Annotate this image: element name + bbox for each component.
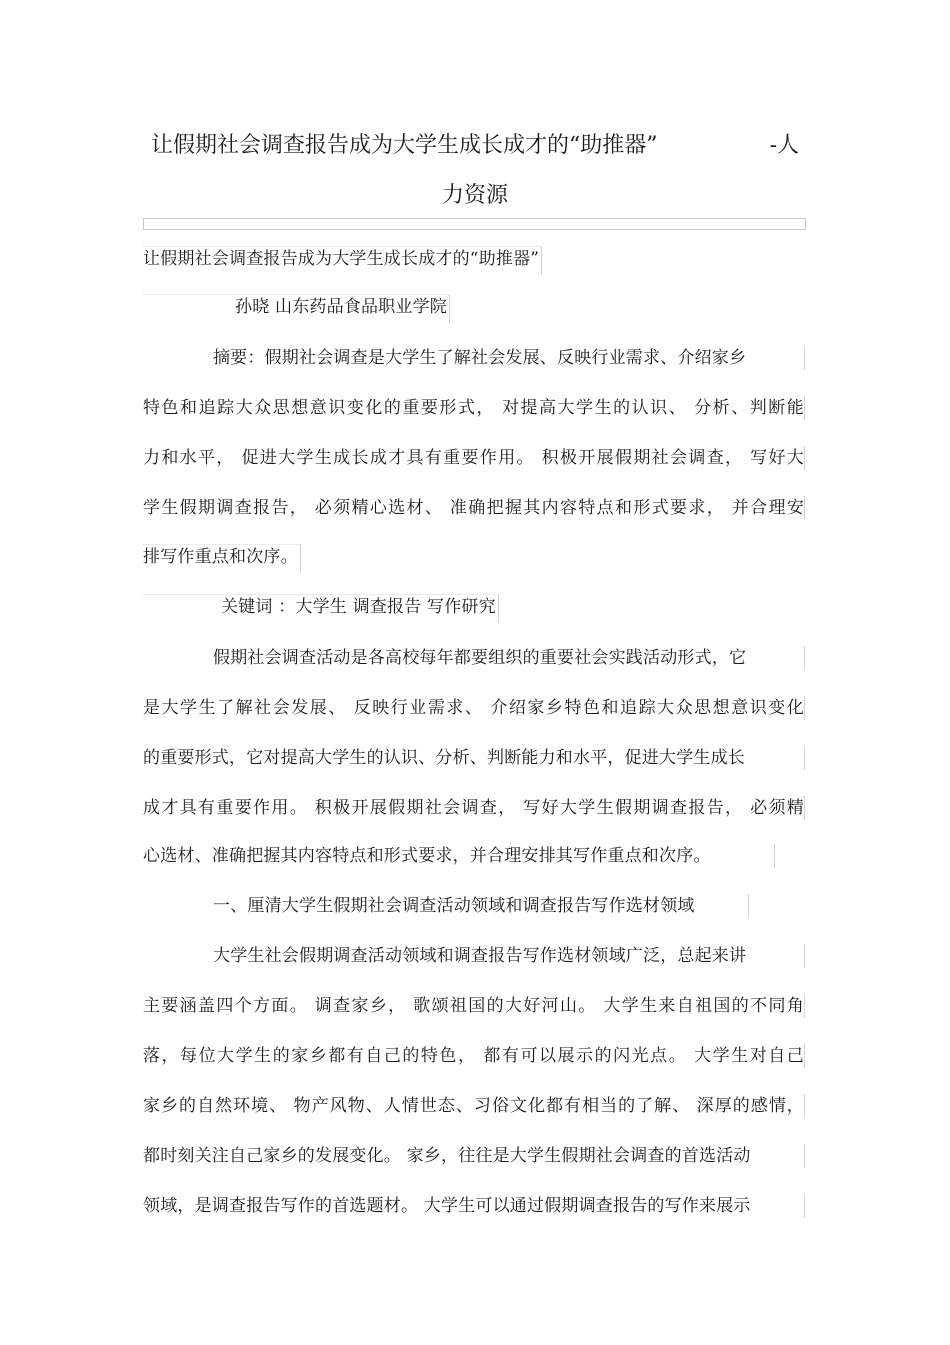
abstract-line-3: 力和水平， 促进大学生成长成才具有重要作用。 积极开展假期社会调查， 写好大 xyxy=(143,448,804,468)
abstract-line-4: 学生假期调查报告， 必须精心选材、 准确把握其内容特点和形式要求， 并合理安 xyxy=(143,498,804,518)
para2-line-5: 都时刻关注自己家乡的发展变化。 家乡，往往是大学生假期社会调查的首选活动 xyxy=(143,1144,805,1168)
title-line-2: 力资源 xyxy=(441,183,508,208)
para2-line-1: 大学生社会假期调查活动领域和调查报告写作选材领域广泛，总起来讲 xyxy=(143,944,805,968)
para1-line-1: 假期社会调查活动是各高校每年都要组织的重要社会实践活动形式，它 xyxy=(143,646,805,670)
title-line-1: 让假期社会调查报告成为大学生成长成才的“助推器” xyxy=(151,133,658,158)
keywords-line: 关键词 ：大学生 调查报告 写作研究 xyxy=(143,594,499,623)
author-line: 孙晓 山东药品食品职业学院 xyxy=(143,294,450,323)
abstract-line-1: 摘要：假期社会调查是大学生了解社会发展、反映行业需求、介绍家乡 xyxy=(143,346,805,370)
title-suffix: -人 xyxy=(769,133,799,158)
section-heading-1: 一、厘清大学生假期社会调查活动领域和调查报告写作选材领域 xyxy=(143,894,749,918)
para2-line-4: 家乡的自然环境、 物产风物、人情世态、习俗文化都有相当的了解、 深厚的感情， xyxy=(143,1096,804,1116)
para1-line-3: 的重要形式，它对提高大学生的认识、分析、判断能力和水平，促进大学生成长 xyxy=(143,746,805,770)
para2-line-3: 落，每位大学生的家乡都有自己的特色， 都有可以展示的闪光点。 大学生对自己 xyxy=(143,1046,804,1066)
para1-line-5: 心选材、准确把握其内容特点和形式要求，并合理安排其写作重点和次序。 xyxy=(143,844,775,868)
abstract-line-2: 特色和追踪大众思想意识变化的重要形式， 对提高大学生的认识、 分析、判断能 xyxy=(143,398,804,418)
para1-line-2: 是大学生了解社会发展、 反映行业需求、 介绍家乡特色和追踪大众思想意识变化 xyxy=(143,698,804,718)
para2-line-2: 主要涵盖四个方面。 调查家乡， 歌颂祖国的大好河山。 大学生来自祖国的不同角 xyxy=(143,996,804,1016)
para2-line-6: 领域，是调查报告写作的首选题材。 大学生可以通过假期调查报告的写作来展示 xyxy=(143,1194,805,1218)
abstract-line-5: 排写作重点和次序。 xyxy=(143,544,301,573)
para1-line-4: 成才具有重要作用。 积极开展假期社会调查， 写好大学生假期调查报告， 必须精 xyxy=(143,798,804,818)
title-divider xyxy=(143,218,806,230)
subtitle: 让假期社会调查报告成为大学生成长成才的“助推器” xyxy=(143,246,542,275)
